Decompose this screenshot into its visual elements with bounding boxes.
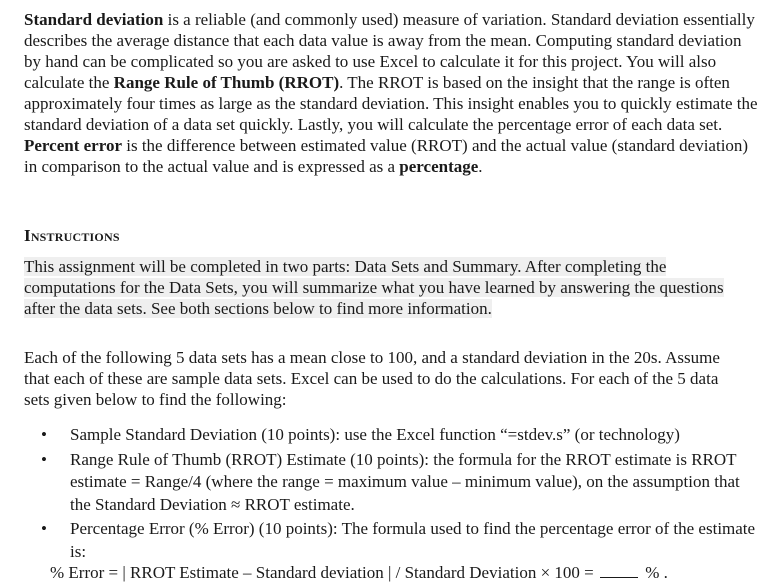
list-item	[24, 424, 759, 447]
computation-list	[24, 424, 759, 565]
bullet-icon: •	[41, 519, 47, 538]
assignment-text: This assignment will be completed in two parts: Data Sets and Summary. After completing the computations for the Data Sets, you will summarize what you have learned by answering the questions after the data sets. See both sections below to find more information.	[24, 257, 724, 318]
intro-text-2: . The RROT is based on the insight that the range is often approximately four times as large as the standard deviation. This insight enables you to quickly estimate the standard deviation of a data set quickly. Lastly, you will calculate the percentage error of each data set.	[24, 73, 758, 134]
percent-error-formula	[50, 562, 668, 583]
intro-text-3: is the difference between estimated value (RROT) and the actual value (standard deviation) in comparison to the actual value and is expressed as a	[24, 136, 749, 176]
term-percentage: percentage	[399, 157, 479, 176]
list-item-text: Sample Standard Deviation (10 points): use the Excel function “=stdev.s” (or technology)	[70, 425, 680, 444]
term-percent-error: Percent error	[24, 136, 122, 155]
datasets-paragraph: Each of the following 5 data sets has a mean close to 100, and a standard deviation in the 20s. Assume that each of these are sample data sets. Excel can be used to do the calculations. For each of the 5 data sets given below to find the following:	[24, 348, 720, 409]
answer-blank	[600, 563, 638, 578]
intro-text-4: .	[478, 157, 483, 176]
intro-text-1: is a reliable (and commonly used) measure of variation. Standard deviation essentially describes the average distance that each data value is away from the mean. Computing standard deviation by hand can be complicated so you are asked to use Excel to calculate it for this project. You will also calculate the	[24, 10, 755, 92]
list-item	[24, 518, 759, 563]
intro-paragraph	[24, 9, 759, 177]
list-item-text: Percentage Error (% Error) (10 points): The formula used to find the percentage error of the estimate is:	[70, 519, 756, 561]
list-item-text: Range Rule of Thumb (RROT) Estimate (10 points): the formula for the RROT estimate is RROT estimate = Range/4 (where the range = maximum value – minimum value), on the assumption that the Standard Deviation ≈ RROT estimate.	[70, 449, 740, 514]
formula-text: % Error = | RROT Estimate – Standard deviation | / Standard Deviation × 100 =	[50, 563, 598, 582]
term-standard-deviation: Standard deviation	[24, 10, 164, 29]
term-rrot: Range Rule of Thumb (RROT)	[113, 73, 340, 92]
bullet-icon: •	[41, 425, 47, 444]
formula-suffix: % .	[641, 563, 668, 582]
bullet-icon: •	[41, 449, 47, 469]
assignment-paragraph	[24, 256, 739, 319]
instructions-heading: Instructions	[24, 226, 120, 245]
list-item	[24, 449, 759, 517]
